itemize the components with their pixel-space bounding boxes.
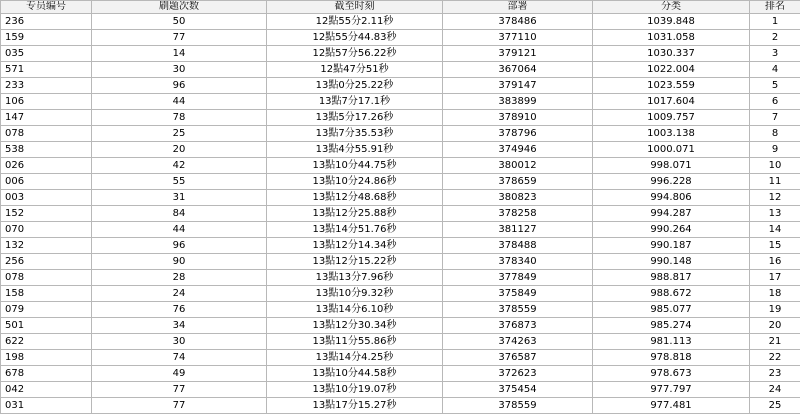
cell-attempts: 77 (92, 398, 267, 414)
cell-department: 377849 (443, 270, 593, 286)
cell-department: 374263 (443, 334, 593, 350)
cell-deadline: 13點12分25.88秒 (267, 206, 443, 222)
table-row[interactable] (1, 398, 800, 414)
cell-rank: 7 (750, 110, 800, 126)
cell-score: 1039.848 (593, 14, 750, 30)
table-row[interactable] (1, 158, 800, 174)
cell-deadline: 13點11分55.86秒 (267, 334, 443, 350)
table-row[interactable] (1, 350, 800, 366)
column-header-rank[interactable]: 排名 (750, 1, 800, 14)
cell-attempts: 28 (92, 270, 267, 286)
cell-department: 378796 (443, 126, 593, 142)
cell-department: 380823 (443, 190, 593, 206)
table-row[interactable] (1, 334, 800, 350)
cell-attempts: 55 (92, 174, 267, 190)
cell-rank: 16 (750, 254, 800, 270)
cell-deadline: 13點7分17.1秒 (267, 94, 443, 110)
cell-deadline: 12點55分44.83秒 (267, 30, 443, 46)
table-row[interactable] (1, 318, 800, 334)
cell-deadline: 13點14分51.76秒 (267, 222, 443, 238)
cell-score: 1031.058 (593, 30, 750, 46)
column-header-deadline[interactable]: 截至时刻 (267, 1, 443, 14)
cell-attempts: 14 (92, 46, 267, 62)
cell-attempts: 44 (92, 222, 267, 238)
cell-score: 978.818 (593, 350, 750, 366)
cell-score: 996.228 (593, 174, 750, 190)
cell-attempts: 34 (92, 318, 267, 334)
cell-rank: 12 (750, 190, 800, 206)
cell-department: 376873 (443, 318, 593, 334)
cell-attempts: 25 (92, 126, 267, 142)
column-header-department[interactable]: 部署 (443, 1, 593, 14)
cell-department: 379147 (443, 78, 593, 94)
cell-deadline: 13點13分7.96秒 (267, 270, 443, 286)
cell-department: 378488 (443, 238, 593, 254)
cell-deadline: 13點10分19.07秒 (267, 382, 443, 398)
table-row[interactable] (1, 254, 800, 270)
cell-id: 571 (1, 62, 92, 78)
cell-attempts: 84 (92, 206, 267, 222)
cell-rank: 1 (750, 14, 800, 30)
cell-score: 1009.757 (593, 110, 750, 126)
cell-deadline: 13點12分48.68秒 (267, 190, 443, 206)
cell-department: 375849 (443, 286, 593, 302)
cell-id: 079 (1, 302, 92, 318)
cell-deadline: 13點12分30.34秒 (267, 318, 443, 334)
header-row (1, 1, 800, 14)
table-row[interactable] (1, 62, 800, 78)
cell-score: 1030.337 (593, 46, 750, 62)
table-row[interactable] (1, 270, 800, 286)
cell-deadline: 12點55分2.11秒 (267, 14, 443, 30)
cell-attempts: 90 (92, 254, 267, 270)
cell-id: 042 (1, 382, 92, 398)
column-header-attempts[interactable]: 刷题次数 (92, 1, 267, 14)
cell-id: 256 (1, 254, 92, 270)
cell-attempts: 77 (92, 382, 267, 398)
cell-rank: 23 (750, 366, 800, 382)
cell-department: 377110 (443, 30, 593, 46)
cell-department: 378910 (443, 110, 593, 126)
cell-deadline: 13點10分44.75秒 (267, 158, 443, 174)
cell-score: 994.806 (593, 190, 750, 206)
cell-id: 233 (1, 78, 92, 94)
cell-id: 006 (1, 174, 92, 190)
cell-deadline: 13點17分15.27秒 (267, 398, 443, 414)
cell-score: 1017.604 (593, 94, 750, 110)
cell-deadline: 13點5分17.26秒 (267, 110, 443, 126)
cell-id: 132 (1, 238, 92, 254)
cell-department: 378258 (443, 206, 593, 222)
cell-deadline: 13點7分35.53秒 (267, 126, 443, 142)
column-header-id[interactable]: 专员编号 (1, 1, 92, 14)
cell-id: 031 (1, 398, 92, 414)
cell-deadline: 13點10分44.58秒 (267, 366, 443, 382)
cell-attempts: 49 (92, 366, 267, 382)
cell-department: 375454 (443, 382, 593, 398)
cell-attempts: 42 (92, 158, 267, 174)
table-row[interactable] (1, 46, 800, 62)
cell-attempts: 76 (92, 302, 267, 318)
table-row[interactable] (1, 206, 800, 222)
cell-rank: 13 (750, 206, 800, 222)
cell-attempts: 50 (92, 14, 267, 30)
cell-rank: 24 (750, 382, 800, 398)
column-header-score[interactable]: 分类 (593, 1, 750, 14)
cell-score: 1023.559 (593, 78, 750, 94)
table-row[interactable] (1, 174, 800, 190)
cell-score: 1022.004 (593, 62, 750, 78)
cell-id: 159 (1, 30, 92, 46)
table-row[interactable] (1, 126, 800, 142)
cell-score: 990.187 (593, 238, 750, 254)
cell-rank: 2 (750, 30, 800, 46)
cell-rank: 21 (750, 334, 800, 350)
cell-department: 378340 (443, 254, 593, 270)
cell-attempts: 44 (92, 94, 267, 110)
cell-id: 035 (1, 46, 92, 62)
cell-department: 374946 (443, 142, 593, 158)
cell-rank: 20 (750, 318, 800, 334)
cell-rank: 18 (750, 286, 800, 302)
cell-department: 380012 (443, 158, 593, 174)
cell-attempts: 31 (92, 190, 267, 206)
table-row[interactable] (1, 190, 800, 206)
cell-deadline: 13點14分6.10秒 (267, 302, 443, 318)
table-row[interactable] (1, 78, 800, 94)
cell-rank: 15 (750, 238, 800, 254)
cell-score: 978.673 (593, 366, 750, 382)
cell-id: 501 (1, 318, 92, 334)
cell-id: 622 (1, 334, 92, 350)
cell-attempts: 74 (92, 350, 267, 366)
table-row[interactable] (1, 14, 800, 30)
cell-attempts: 30 (92, 334, 267, 350)
cell-score: 990.148 (593, 254, 750, 270)
cell-id: 026 (1, 158, 92, 174)
cell-attempts: 78 (92, 110, 267, 126)
cell-deadline: 13點10分24.86秒 (267, 174, 443, 190)
cell-department: 379121 (443, 46, 593, 62)
cell-score: 977.481 (593, 398, 750, 414)
cell-score: 998.071 (593, 158, 750, 174)
cell-department: 383899 (443, 94, 593, 110)
cell-id: 236 (1, 14, 92, 30)
cell-rank: 11 (750, 174, 800, 190)
cell-deadline: 13點4分55.91秒 (267, 142, 443, 158)
cell-rank: 5 (750, 78, 800, 94)
cell-deadline: 13點0分25.22秒 (267, 78, 443, 94)
cell-id: 538 (1, 142, 92, 158)
cell-department: 378659 (443, 174, 593, 190)
cell-id: 158 (1, 286, 92, 302)
cell-score: 981.113 (593, 334, 750, 350)
cell-attempts: 20 (92, 142, 267, 158)
table-row[interactable] (1, 302, 800, 318)
cell-department: 381127 (443, 222, 593, 238)
cell-department: 372623 (443, 366, 593, 382)
cell-rank: 6 (750, 94, 800, 110)
cell-attempts: 96 (92, 238, 267, 254)
cell-id: 078 (1, 270, 92, 286)
cell-score: 988.817 (593, 270, 750, 286)
cell-rank: 9 (750, 142, 800, 158)
cell-department: 376587 (443, 350, 593, 366)
cell-id: 078 (1, 126, 92, 142)
cell-rank: 8 (750, 126, 800, 142)
table-row[interactable] (1, 30, 800, 46)
cell-deadline: 12點47分51秒 (267, 62, 443, 78)
table-row[interactable] (1, 110, 800, 126)
cell-department: 378559 (443, 302, 593, 318)
table-row[interactable] (1, 286, 800, 302)
cell-deadline: 13點12分15.22秒 (267, 254, 443, 270)
cell-id: 003 (1, 190, 92, 206)
cell-attempts: 77 (92, 30, 267, 46)
cell-department: 367064 (443, 62, 593, 78)
cell-deadline: 13點12分14.34秒 (267, 238, 443, 254)
cell-rank: 4 (750, 62, 800, 78)
table-row[interactable] (1, 94, 800, 110)
cell-id: 147 (1, 110, 92, 126)
cell-score: 1003.138 (593, 126, 750, 142)
cell-attempts: 96 (92, 78, 267, 94)
cell-attempts: 24 (92, 286, 267, 302)
cell-score: 985.274 (593, 318, 750, 334)
table-row[interactable] (1, 142, 800, 158)
cell-score: 988.672 (593, 286, 750, 302)
table-row[interactable] (1, 382, 800, 398)
table-row[interactable] (1, 366, 800, 382)
cell-score: 994.287 (593, 206, 750, 222)
grid-body (1, 14, 800, 414)
cell-department: 378486 (443, 14, 593, 30)
cell-rank: 25 (750, 398, 800, 414)
cell-deadline: 13點10分9.32秒 (267, 286, 443, 302)
cell-score: 985.077 (593, 302, 750, 318)
cell-attempts: 30 (92, 62, 267, 78)
cell-id: 198 (1, 350, 92, 366)
cell-department: 378559 (443, 398, 593, 414)
cell-rank: 22 (750, 350, 800, 366)
cell-id: 070 (1, 222, 92, 238)
cell-rank: 10 (750, 158, 800, 174)
cell-score: 1000.071 (593, 142, 750, 158)
cell-deadline: 13點14分4.25秒 (267, 350, 443, 366)
table-row[interactable] (1, 238, 800, 254)
cell-deadline: 12點57分56.22秒 (267, 46, 443, 62)
cell-id: 678 (1, 366, 92, 382)
cell-rank: 14 (750, 222, 800, 238)
table-row[interactable] (1, 222, 800, 238)
cell-score: 977.797 (593, 382, 750, 398)
cell-id: 106 (1, 94, 92, 110)
cell-rank: 3 (750, 46, 800, 62)
cell-rank: 17 (750, 270, 800, 286)
cell-rank: 19 (750, 302, 800, 318)
cell-id: 152 (1, 206, 92, 222)
cell-score: 990.264 (593, 222, 750, 238)
